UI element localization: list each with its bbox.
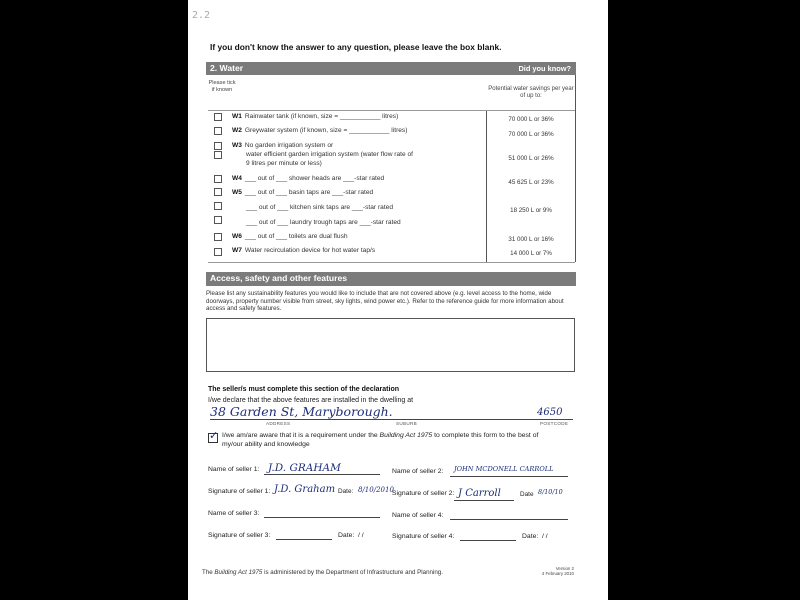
checkmark-icon: ✓: [209, 429, 219, 442]
table-header-rule: [208, 110, 575, 111]
w7-code: W7: [232, 247, 242, 254]
seller4-date-value: / /: [542, 533, 548, 540]
water-section-title: 2. Water: [210, 63, 244, 73]
seller2-name-line: [450, 476, 568, 477]
w4-text: ___ out of ___ shower heads are ___-star rated: [244, 175, 385, 182]
seller1-date-value: 8/10/2010: [358, 486, 394, 494]
w6-savings: 31 000 L or 16%: [508, 236, 554, 243]
w1-code: W1: [232, 113, 242, 120]
w1-checkbox[interactable]: [214, 113, 222, 121]
w7-checkbox[interactable]: [214, 248, 222, 256]
w5-checkbox-2[interactable]: [214, 202, 222, 210]
declaration-line: I/we declare that the above features are installed in the dwelling at: [208, 397, 414, 404]
w3-code: W3: [232, 142, 242, 149]
w3-text: No garden irrigation system or: [244, 142, 334, 149]
suburb-label: SUBURB: [396, 421, 417, 426]
form-page: [188, 0, 608, 600]
w2-text: Greywater system (if known, size = ___________ litres): [244, 127, 408, 134]
seller3-name-label: Name of seller 3:: [208, 510, 260, 517]
corner-note: 2.2: [192, 10, 211, 21]
seller1-name-value: J.D. GRAHAM: [268, 462, 341, 474]
w1-text: Rainwater tank (if known, size = ___________ litres): [244, 113, 399, 120]
w3-checkbox-1[interactable]: [214, 142, 222, 150]
w5-checkbox-3[interactable]: [214, 216, 222, 224]
w5-text-line3: ___ out of ___ laundry trough taps are ___-star rated: [246, 219, 401, 226]
footer-text-pre: The: [202, 569, 213, 576]
w3-row: [232, 142, 333, 149]
access-features-textarea[interactable]: [206, 318, 575, 372]
seller4-name-input[interactable]: [450, 519, 568, 520]
w6-text: ___ out of ___ toilets are dual flush: [244, 233, 348, 240]
table-right-border: [575, 75, 576, 262]
seller1-name-label: Name of seller 1:: [208, 466, 260, 473]
w3-savings: 51 000 L or 26%: [508, 155, 554, 162]
w3-text-line2: water efficient garden irrigation system (water flow rate of: [246, 151, 413, 158]
seller4-name-label: Name of seller 4:: [392, 512, 444, 519]
seller4-signature-label: Signature of seller 4:: [392, 533, 455, 540]
w4-savings: 45 625 L or 23%: [508, 179, 554, 186]
w2-row: [232, 127, 407, 134]
w1-row: [232, 113, 398, 120]
footer-text-post: is administered by the Department of Infrastructure and Planning.: [264, 569, 443, 576]
seller4-signature-input[interactable]: [460, 540, 516, 541]
version-number: Version 2: [555, 566, 574, 571]
seller1-signature: J.D. Graham: [274, 484, 336, 495]
w2-code: W2: [232, 127, 242, 134]
w5-row: [232, 189, 373, 196]
awareness-text-3: my/our ability and knowledge: [222, 441, 310, 448]
footer-text: [202, 569, 443, 576]
seller4-date-label: Date:: [522, 533, 539, 540]
w5-checkbox-1[interactable]: [214, 188, 222, 196]
address-underline: [210, 419, 573, 420]
seller2-signature: J Carroll: [458, 488, 501, 499]
w3-checkbox-2[interactable]: [214, 151, 222, 159]
access-section-title: Access, safety and other features: [210, 273, 348, 283]
seller1-signature-label: Signature of seller 1:: [208, 488, 271, 495]
w7-savings: 14 000 L or 7%: [510, 250, 552, 257]
water-section-header: [206, 62, 576, 75]
seller3-signature-label: Signature of seller 3:: [208, 532, 271, 539]
w5-savings: 18 250 L or 9%: [510, 207, 552, 214]
please-tick-label: Please tick if known: [208, 80, 236, 93]
w1-savings: 70 000 L or 36%: [508, 116, 554, 123]
savings-column-divider: [486, 110, 487, 262]
declaration-heading: The seller/s must complete this section of the declaration: [208, 386, 399, 393]
w6-row: [232, 233, 348, 240]
seller2-date-value: 8/10/10: [538, 488, 563, 496]
access-instructions: Please list any sustainability features you would like to include that are not covered above (e.g. level access to the home, wide doorways, property number visible from street, sky lights, wind power etc.). Refer to the reference guide for more information about access and safety features.: [206, 290, 564, 312]
address-label: ADDRESS: [266, 421, 291, 426]
seller1-date-label: Date:: [338, 488, 354, 495]
w7-text: Water recirculation device for hot water tap/s: [244, 247, 376, 254]
w4-code: W4: [232, 175, 242, 182]
footer-act: Building Act 1975: [214, 569, 263, 576]
awareness-checkbox[interactable]: [208, 429, 219, 443]
w6-checkbox[interactable]: [214, 233, 222, 241]
seller2-date-label: Date: [520, 491, 534, 498]
seller1-name-line: [264, 474, 380, 475]
w2-savings: 70 000 L or 36%: [508, 131, 554, 138]
w3-text-line3: 9 litres per minute or less): [246, 160, 322, 167]
w4-checkbox[interactable]: [214, 175, 222, 183]
postcode-handwritten: 4650: [537, 407, 563, 418]
w5-code: W5: [232, 189, 242, 196]
address-handwritten: 38 Garden St, Maryborough.: [210, 404, 393, 419]
seller2-signature-line: [454, 500, 514, 501]
version-info: [534, 566, 574, 577]
seller2-name-label: Name of seller 2:: [392, 468, 444, 475]
did-you-know-label: Did you know?: [518, 64, 571, 73]
seller3-name-input[interactable]: [264, 517, 380, 518]
seller2-signature-label: Signature of seller 2:: [392, 490, 455, 497]
instruction-text: If you don't know the answer to any question, please leave the box blank.: [210, 42, 502, 52]
w2-checkbox[interactable]: [214, 127, 222, 135]
awareness-act: Building Act 1975: [379, 432, 433, 439]
w4-row: [232, 175, 384, 182]
seller3-date-label: Date:: [338, 532, 355, 539]
savings-column-header: Potential water savings per year of up to:: [488, 86, 574, 99]
seller3-signature-input[interactable]: [276, 539, 332, 540]
w7-row: [232, 247, 375, 254]
awareness-text-2: to complete this form to the best of: [434, 432, 539, 439]
access-section-header: [206, 272, 576, 286]
w6-code: W6: [232, 233, 242, 240]
awareness-text: [222, 432, 538, 439]
postcode-label: POSTCODE: [540, 421, 569, 426]
w5-text-line2: ___ out of ___ kitchen sink taps are ___-star rated: [246, 204, 393, 211]
table-bottom-rule: [208, 262, 575, 263]
seller3-date-value: / /: [358, 532, 364, 539]
awareness-text-1: I/we am/are aware that it is a requirement under the: [222, 432, 378, 439]
version-date: 4 February 2010: [541, 571, 574, 577]
w5-text: ___ out of ___ basin taps are ___-star rated: [244, 189, 374, 196]
seller2-name-value: JOHN MCDONELL CARROLL: [454, 465, 554, 473]
